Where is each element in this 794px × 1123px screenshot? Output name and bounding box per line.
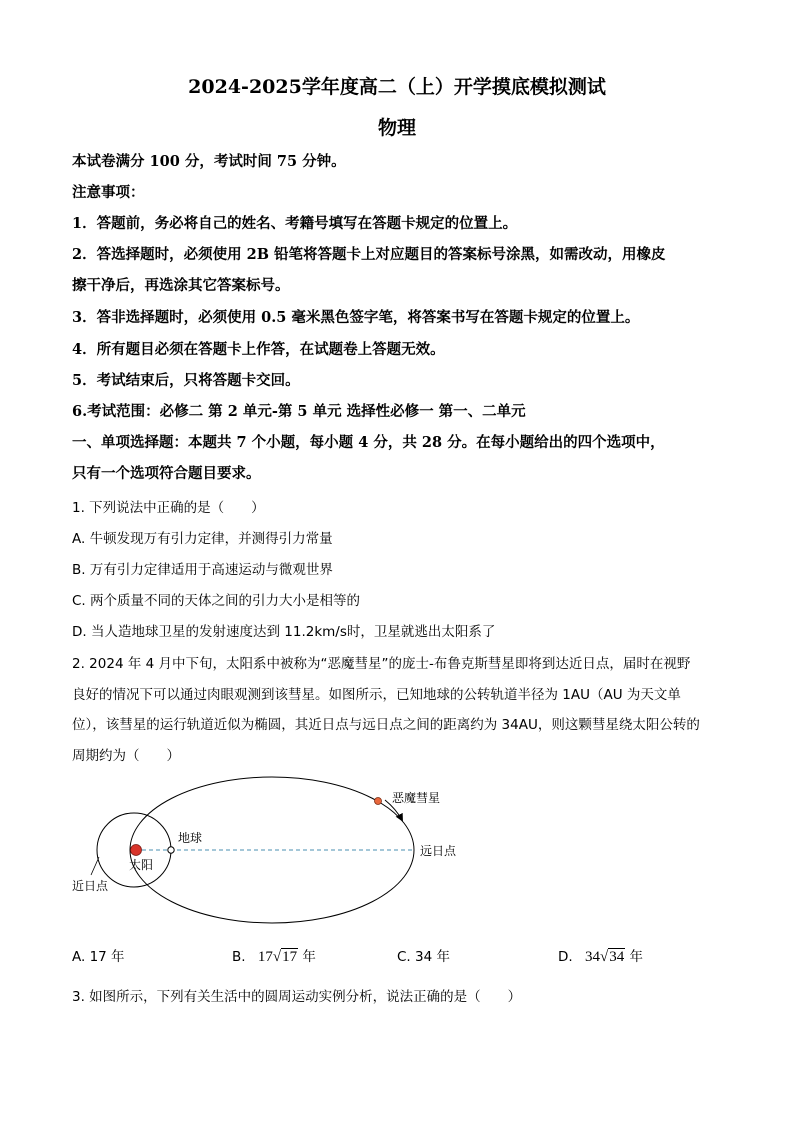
- notice-item-1: 1．答题前，务必将自己的姓名、考籍号填写在答题卡规定的位置上。: [72, 215, 518, 232]
- sun-label: 太阳: [129, 858, 154, 872]
- perihelion-pointer: [91, 857, 99, 875]
- option-d-unit: 年: [629, 949, 644, 965]
- perihelion-label: 近日点: [72, 879, 109, 893]
- question-1-option-b: B. 万有引力定律适用于高速运动与微观世界: [72, 562, 333, 578]
- radical-sign: √: [599, 949, 609, 965]
- section-1-heading-line-1: 一、单项选择题：本题共 7 个小题，每小题 4 分，共 28 分。在每小题给出的四个选项中，: [72, 434, 665, 451]
- sun-marker: [131, 845, 142, 856]
- comet-label: 恶魔彗星: [392, 791, 441, 805]
- question-2-line-4: 周期约为（ ）: [72, 748, 180, 764]
- question-2-line-2: 良好的情况下可以通过肉眼观测到该彗星。如图所示，已知地球的公转轨道半径为 1AU（AU 为天文单: [72, 687, 681, 703]
- comet-marker: [375, 798, 382, 805]
- notice-item-6: 6.考试范围：必修二 第 2 单元-第 5 单元 选择性必修一 第一、二单元: [72, 403, 526, 420]
- option-b-letter: B.: [232, 949, 246, 965]
- notice-item-4: 4．所有题目必须在答题卡上作答，在试题卷上答题无效。: [72, 341, 445, 358]
- question-1-stem: 1. 下列说法中正确的是（ ）: [72, 500, 265, 516]
- option-b-unit: 年: [302, 949, 316, 965]
- question-1-option-c: C. 两个质量不同的天体之间的引力大小是相等的: [72, 593, 361, 609]
- subject-title: 物理: [377, 117, 416, 139]
- notice-item-2-line-2: 擦干净后，再选涂其它答案标号。: [72, 277, 290, 294]
- question-2-option-b: [232, 945, 316, 966]
- question-2-line-3: 位），该彗星的运行轨道近似为椭圆，其近日点与远日点之间的距离约为 34AU，则这颗彗星绕太阳公转的: [72, 717, 700, 733]
- notice-item-3: 3．答非选择题时，必须使用 0.5 毫米黑色签字笔，将答案书写在答题卡规定的位置上。: [72, 309, 640, 326]
- question-2-line-1: 2. 2024 年 4 月中下旬，太阳系中被称为“恶魔彗星”的庞士-布鲁克斯彗星即将到达近日点，届时在视野: [72, 656, 691, 672]
- earth-marker: [168, 847, 174, 853]
- notice-heading: 注意事项：: [72, 184, 145, 201]
- option-d-letter: D.: [558, 949, 573, 965]
- question-2-option-c: C. 34 年: [397, 949, 450, 965]
- option-b-coefficient: 17: [257, 949, 273, 965]
- question-3-stem: 3. 如图所示，下列有关生活中的圆周运动实例分析，说法正确的是（ ）: [72, 989, 522, 1005]
- notice-item-5: 5．考试结束后，只将答题卡交回。: [72, 372, 300, 389]
- earth-label: 地球: [178, 831, 203, 845]
- question-2-option-d: [558, 945, 643, 966]
- radical-sign: √: [272, 949, 282, 965]
- option-d-radicand: 34: [609, 949, 625, 965]
- question-1-option-d: D. 当人造地球卫星的发射速度达到 11.2km/s时，卫星就逃出太阳系了: [72, 624, 496, 640]
- question-2-option-a: A. 17 年: [72, 949, 125, 965]
- score-time-note: 本试卷满分 100 分，考试时间 75 分钟。: [72, 153, 346, 170]
- option-d-coefficient: 34: [584, 949, 600, 965]
- option-b-radicand: 17: [282, 949, 298, 965]
- aphelion-label: 远日点: [420, 844, 457, 858]
- section-1-heading-line-2: 只有一个选项符合题目要求。: [72, 465, 261, 482]
- notice-item-2-line-1: 2．答选择题时，必须使用 2B 铅笔将答题卡上对应题目的答案标号涂黑，如需改动，用橡皮: [72, 246, 666, 263]
- orbit-diagram: [60, 770, 460, 930]
- exam-title: 2024-2025学年度高二（上）开学摸底模拟测试: [188, 76, 606, 98]
- question-1-option-a: A. 牛顿发现万有引力定律，并测得引力常量: [72, 531, 333, 547]
